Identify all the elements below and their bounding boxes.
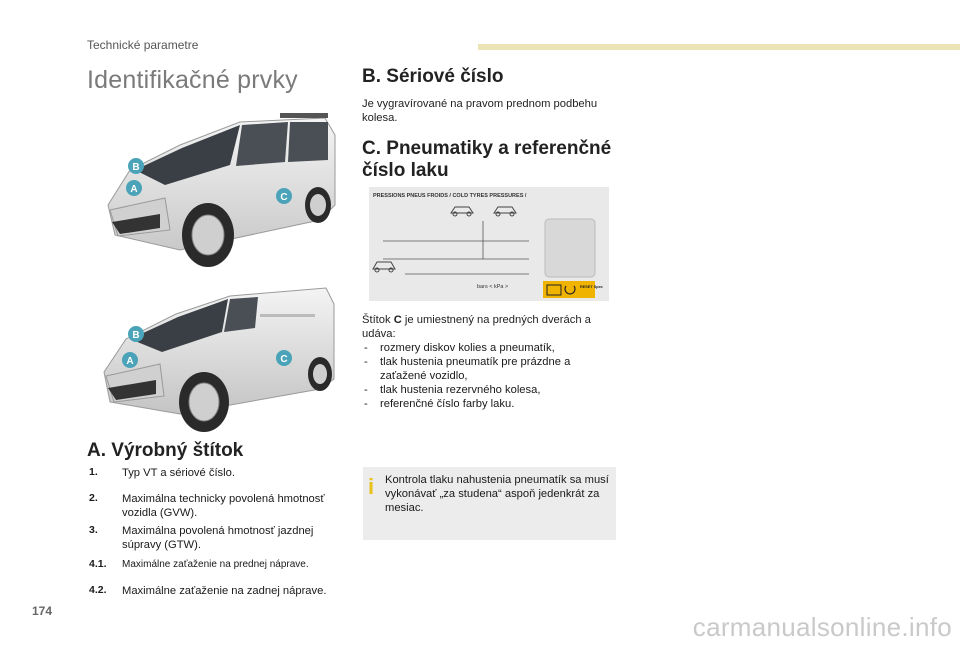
tyre-pressure-label-image (369, 187, 609, 301)
section-c-text-suffix: je umiestnený na predných dverách a udáva: (362, 314, 591, 340)
section-c-text-bold: C (393, 314, 402, 326)
marker-b-label: B (132, 330, 140, 341)
section-b-text: Je vygravírované na pravom prednom podbehu kolesa. (362, 98, 598, 124)
item-text: Maximálna technicky povolená hmotnosť vozidla (GVW). (122, 493, 325, 519)
info-icon: i (368, 474, 375, 499)
section-c-text (362, 313, 617, 341)
car-load-icon (373, 207, 516, 272)
car-illustration-passenger (90, 110, 345, 280)
info-box (363, 467, 616, 540)
list-item: - tlak hustenia rezervného kolesa, (362, 383, 617, 397)
list-item: - referenčné číslo farby laku. (362, 397, 617, 411)
section-b-heading: B. Sériové číslo (362, 66, 504, 87)
list-item: - tlak hustenia pneumatík pre prázdne a zaťažené vozidlo, (362, 355, 617, 383)
page-number: 174 (32, 604, 53, 618)
label-units: bars < kPa > (477, 284, 509, 290)
page-title: Identifikačné prvky (87, 66, 298, 94)
label-header-text: PRESSIONS PNEUS FROIDS / COLD TYRES PRESSURES / (373, 193, 527, 199)
watermark: carmanualsonline.info (692, 612, 952, 642)
section-a-heading: A. Výrobný štítok (87, 440, 244, 461)
marker-c-label: C (280, 354, 288, 365)
car-illustration-utility (90, 284, 345, 439)
section-header: Technické parametre (87, 38, 199, 52)
item-number: 2. (89, 492, 98, 504)
label-info-bullets (362, 341, 617, 411)
info-text: Kontrola tlaku nahustenia pneumatík sa musí vykonávať „za studena“ aspoň jedenkrát za mesiac. (385, 474, 609, 514)
header-accent-bar (478, 44, 960, 50)
label-reset-text: RESET Spec (580, 285, 603, 289)
item-number: 4.2. (89, 584, 107, 596)
item-text: Maximálne zaťaženie na prednej náprave. (122, 559, 309, 570)
item-text: Typ VT a sériové číslo. (122, 467, 235, 479)
list-item: - rozmery diskov kolies a pneumatík, (362, 341, 617, 355)
item-text: Maximálne zaťaženie na zadnej náprave. (122, 585, 327, 597)
item-number: 4.1. (89, 558, 107, 570)
item-text: Maximálna povolená hmotnosť jazdnej súpravy (GTW). (122, 525, 314, 551)
marker-c-label: C (280, 192, 288, 203)
marker-b-label: B (132, 162, 140, 173)
item-number: 1. (89, 466, 98, 478)
section-c-heading: C. Pneumatiky a referenčné číslo laku (362, 138, 612, 181)
section-c-text-prefix: Štítok (362, 314, 394, 326)
item-number: 3. (89, 524, 98, 536)
marker-a-label: A (130, 184, 138, 195)
marker-a-label: A (126, 356, 134, 367)
